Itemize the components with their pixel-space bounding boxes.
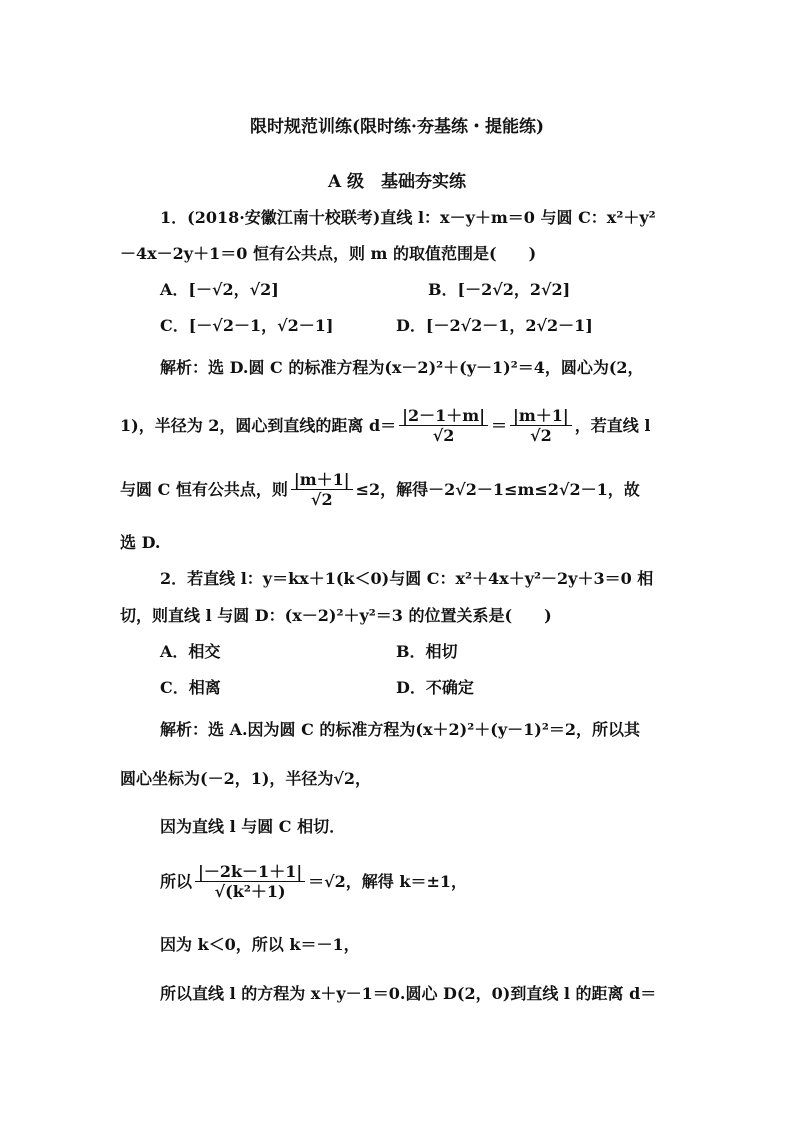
q2-solution-line1: 解析：选 A.因为圆 C 的标准方程为(x＋2)²＋(y－1)²＝2，所以其 xyxy=(160,720,640,739)
q1-option-d: D．[－2√2－1，2√2－1] xyxy=(396,316,593,335)
fraction-denominator: √2 xyxy=(310,490,333,509)
q1-option-b: B．[－2√2，2√2] xyxy=(428,280,571,299)
q2-solution-line3: 因为直线 l 与圆 C 相切． xyxy=(160,817,346,836)
fraction-numerator: |－2k－1＋1| xyxy=(195,863,305,882)
fraction-numerator: |m＋1| xyxy=(291,471,353,490)
q2-solution-line6: 所以直线 l 的方程为 x＋y－1＝0.圆心 D(2，0)到直线 l 的距离 d＝ xyxy=(160,984,657,1003)
level-heading: A 级 基础夯实练 xyxy=(327,172,467,192)
q2-option-d: D．不确定 xyxy=(396,678,474,697)
q1-option-a: A．[－√2，√2] xyxy=(160,280,279,299)
q1-solution-line2 xyxy=(120,402,650,450)
page-title: 限时规范训练(限时练·夯基练・提能练) xyxy=(249,117,544,137)
q1-solution-line3-text: 与圆 C 恒有公共点，则 xyxy=(120,480,288,499)
q1-stem-line1: 1．(2018·安徽江南十校联考)直线 l：x－y＋m＝0 与圆 C：x²＋y² xyxy=(160,208,656,227)
q1-solution-line2-text: 1)，半径为 2，圆心到直线的距离 d＝ xyxy=(120,416,397,435)
q2-solution-line4-text: 所以 xyxy=(160,872,193,891)
q1-condition-fraction xyxy=(291,471,353,510)
q2-stem-line2: 切，则直线 l 与圆 D：(x－2)²＋y²＝3 的位置关系是( ) xyxy=(120,606,552,625)
q1-solution-line3 xyxy=(120,466,640,514)
q2-solution-line2: 圆心坐标为(－2，1)，半径为√2， xyxy=(120,769,372,788)
q2-stem-line1: 2．若直线 l：y＝kx＋1(k＜0)与圆 C：x²＋4x＋y²－2y＋3＝0 相 xyxy=(160,569,654,588)
fraction-denominator: √(k²＋1) xyxy=(214,882,286,901)
q1-solution-line2-tail: ，若直线 l xyxy=(574,416,651,435)
q2-solution-line4 xyxy=(160,858,467,906)
q1-solution-line4: 选 D. xyxy=(120,533,161,552)
q1-distance-fraction xyxy=(399,407,488,446)
fraction-denominator: √2 xyxy=(432,426,455,445)
q1-stem-line2: －4x－2y＋1＝0 恒有公共点，则 m 的取值范围是( ) xyxy=(120,244,537,263)
q1-distance-fraction-simplified xyxy=(510,407,572,446)
q2-option-c: C．相离 xyxy=(160,678,221,697)
fraction-denominator: √2 xyxy=(530,426,552,445)
q1-solution-line3-tail: ≤2，解得－2√2－1≤m≤2√2－1，故 xyxy=(355,480,640,499)
fraction-numerator: |2－1＋m| xyxy=(399,407,488,426)
fraction-numerator: |m＋1| xyxy=(510,407,572,426)
equals-sign: ＝ xyxy=(491,416,508,435)
q2-solution-line4-tail: ＝√2，解得 k＝±1， xyxy=(308,872,468,891)
q2-option-a: A．相交 xyxy=(160,642,221,661)
q2-option-b: B．相切 xyxy=(396,642,458,661)
q1-option-c: C．[－√2－1，√2－1] xyxy=(160,316,334,335)
q1-solution-line1: 解析：选 D.圆 C 的标准方程为(x－2)²＋(y－1)²＝4，圆心为(2， xyxy=(160,358,644,377)
q2-solution-line5: 因为 k＜0，所以 k＝－1， xyxy=(160,935,360,954)
q2-tangent-fraction xyxy=(195,863,305,902)
